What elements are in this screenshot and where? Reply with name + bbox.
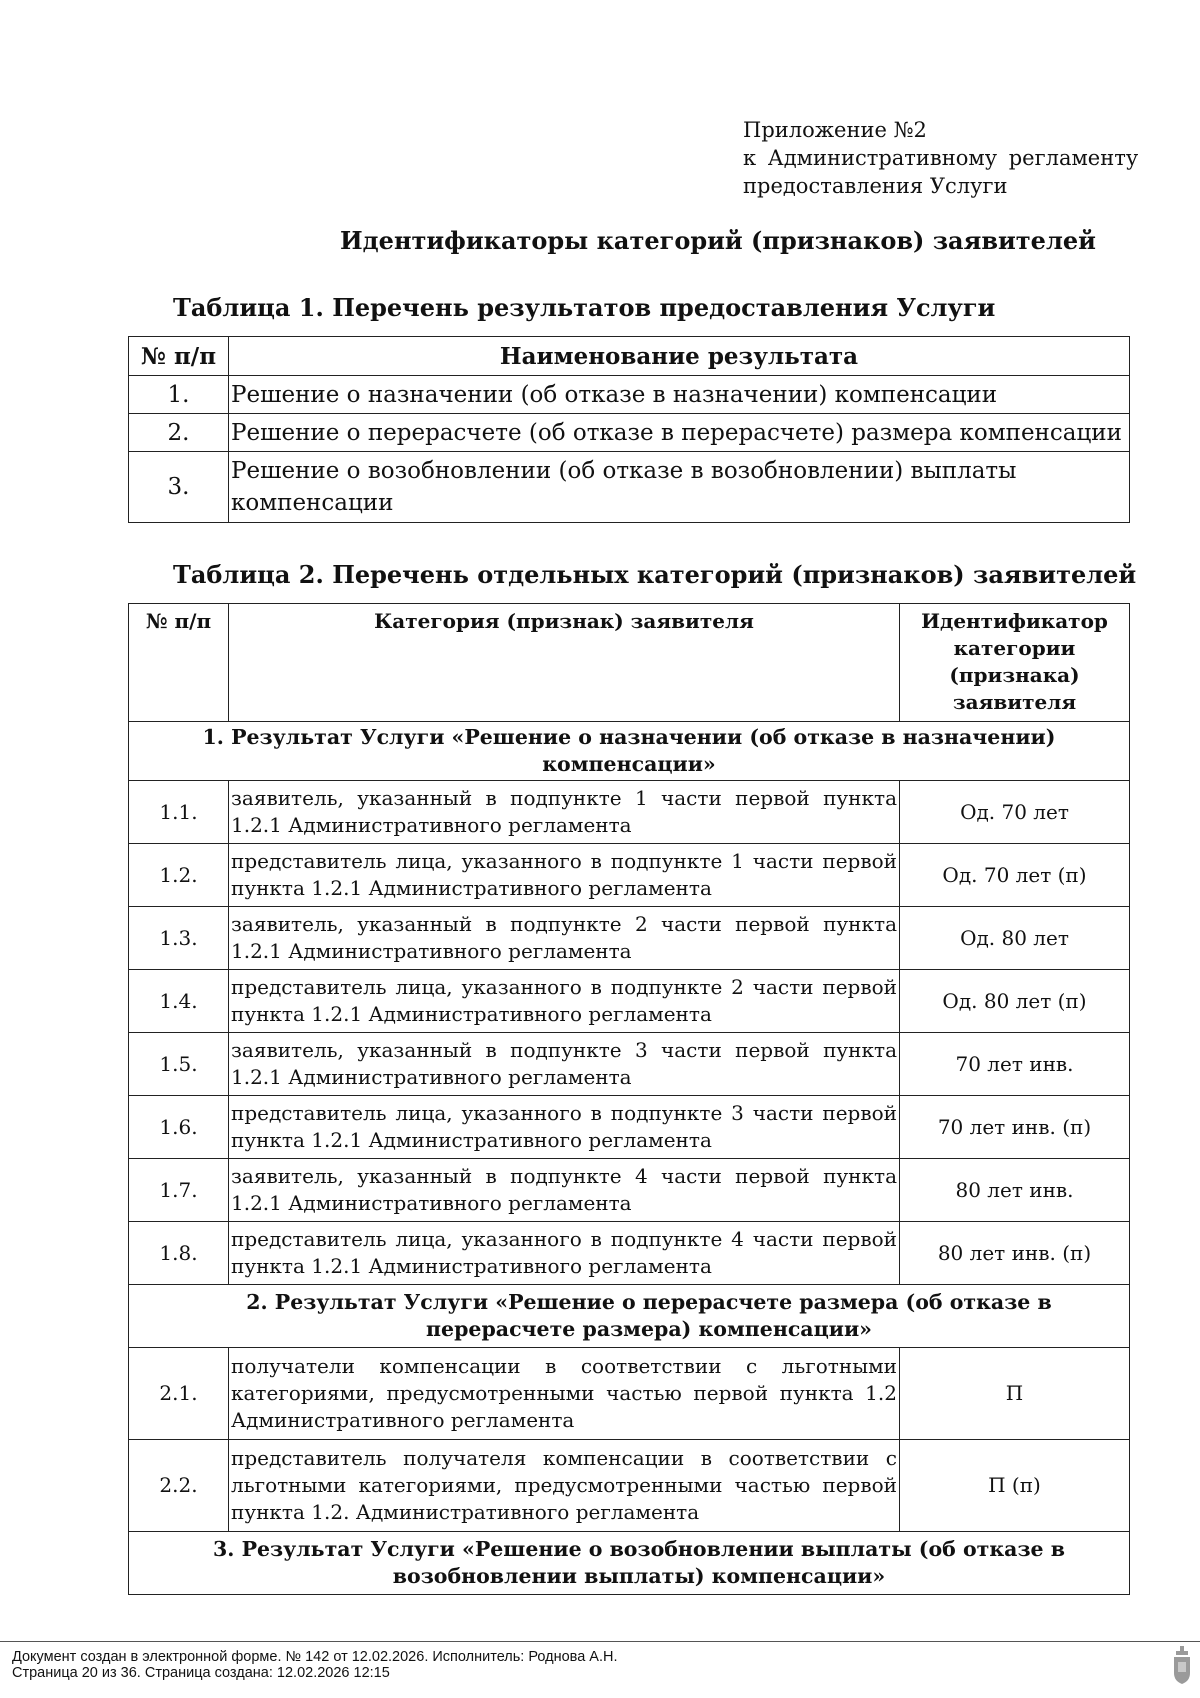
row-result-name: Решение о возобновлении (об отказе в возобновлении) выплаты компенсации [229,452,1130,523]
section-title: 1. Результат Услуги «Решение о назначении (об отказе в назначении) компенсации» [129,722,1130,781]
row-identifier: Од. 70 лет [900,781,1130,844]
row-identifier: Од. 70 лет (п) [900,844,1130,907]
page-title: Идентификаторы категорий (признаков) заявителей [340,226,1096,255]
row-identifier: 70 лет инв. [900,1033,1130,1096]
section-row-3 [129,1532,1130,1595]
row-identifier: 70 лет инв. (п) [900,1096,1130,1159]
row-identifier: Од. 80 лет (п) [900,970,1130,1033]
row-category: представитель лица, указанного в подпункте 2 части первой пункта 1.2.1 Административного регламента [229,970,900,1033]
row-num: 1.1. [129,781,229,844]
table2-caption: Таблица 2. Перечень отдельных категорий (признаков) заявителей [173,560,1137,589]
row-category: представитель получателя компенсации в соответствии с льготными категориями, предусмотренными частью первой пункта 1.2. Административного регламента [229,1440,900,1532]
header-num: № п/п [129,604,229,722]
row-result-name: Решение о перерасчете (об отказе в перерасчете) размера компенсации [229,414,1130,452]
row-identifier: П [900,1348,1130,1440]
row-category: заявитель, указанный в подпункте 3 части первой пункта 1.2.1 Административного регламента [229,1033,900,1096]
results-table [128,336,1130,523]
document-footer [12,1649,618,1681]
section-row-1 [129,722,1130,781]
row-category: представитель лица, указанного в подпункте 1 части первой пункта 1.2.1 Административного регламента [229,844,900,907]
header-result-name: Наименование результата [229,337,1130,376]
table-row [129,1159,1130,1222]
section-title: 2. Результат Услуги «Решение о перерасчете размера (об отказе в перерасчете размера) компенсации» [129,1285,1130,1348]
footer-line-1: Документ создан в электронной форме. № 142 от 12.02.2026. Исполнитель: Роднова А.Н. [12,1649,618,1665]
row-num: 1.5. [129,1033,229,1096]
row-identifier: 80 лет инв. [900,1159,1130,1222]
row-category: заявитель, указанный в подпункте 1 части первой пункта 1.2.1 Административного регламента [229,781,900,844]
row-category: заявитель, указанный в подпункте 2 части первой пункта 1.2.1 Административного регламента [229,907,900,970]
row-num: 1.4. [129,970,229,1033]
row-category: заявитель, указанный в подпункте 4 части первой пункта 1.2.1 Административного регламента [229,1159,900,1222]
table-row [129,1348,1130,1440]
categories-table [128,603,1130,1595]
footer-divider [0,1641,1200,1642]
table-row [129,1222,1130,1285]
row-category: представитель лица, указанного в подпункте 3 части первой пункта 1.2.1 Административного регламента [229,1096,900,1159]
row-num: 2.2. [129,1440,229,1532]
table-row [129,1033,1130,1096]
row-num: 1.2. [129,844,229,907]
row-num: 1.3. [129,907,229,970]
row-category: получатели компенсации в соответствии с льготными категориями, предусмотренными частью первой пункта 1.2 Административного регламента [229,1348,900,1440]
row-num: 1. [129,376,229,414]
row-identifier: П (п) [900,1440,1130,1532]
header-identifier: Идентификатор категории (признака) заявителя [900,604,1130,722]
coat-of-arms-icon [1172,1646,1192,1684]
row-num: 1.7. [129,1159,229,1222]
table-row [129,414,1130,452]
table-row [129,1096,1130,1159]
table1-caption: Таблица 1. Перечень результатов предоставления Услуги [173,293,996,322]
table-row [129,844,1130,907]
row-result-name: Решение о назначении (об отказе в назначении) компенсации [229,376,1130,414]
row-identifier: Од. 80 лет [900,907,1130,970]
row-num: 1.6. [129,1096,229,1159]
section-title: 3. Результат Услуги «Решение о возобновлении выплаты (об отказе в возобновлении выплаты) компенсации» [129,1532,1130,1595]
appendix-note [743,116,1138,200]
row-category: представитель лица, указанного в подпункте 4 части первой пункта 1.2.1 Административного регламента [229,1222,900,1285]
table-row [129,970,1130,1033]
header-category: Категория (признак) заявителя [229,604,900,722]
appendix-line-1: Приложение №2 [743,118,927,142]
row-num: 1.8. [129,1222,229,1285]
appendix-line-2: к Административному регламенту [743,146,1139,170]
header-num: № п/п [129,337,229,376]
row-identifier: 80 лет инв. (п) [900,1222,1130,1285]
table-row [129,781,1130,844]
table-row [129,907,1130,970]
table-header-row [129,604,1130,722]
table-row [129,1440,1130,1532]
table-row [129,376,1130,414]
section-row-2 [129,1285,1130,1348]
appendix-line-3: предоставления Услуги [743,174,1008,198]
row-num: 2. [129,414,229,452]
row-num: 2.1. [129,1348,229,1440]
footer-line-2: Страница 20 из 36. Страница создана: 12.02.2026 12:15 [12,1665,390,1681]
table-row [129,452,1130,523]
table-header-row [129,337,1130,376]
row-num: 3. [129,452,229,523]
